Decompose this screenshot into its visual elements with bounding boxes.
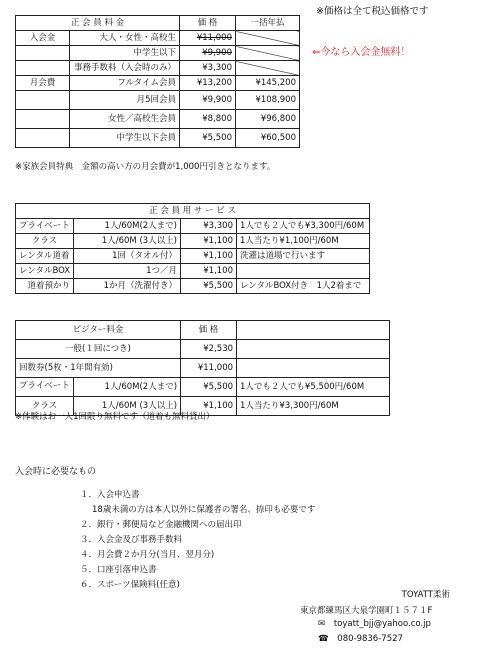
- list-item: ２．銀行・郵便局など金融機関への届出印: [80, 520, 242, 530]
- service-item: 1人/60M (3人以上): [74, 234, 181, 249]
- visitor-item: 1人/60M (3人以上): [74, 397, 181, 416]
- email-row: [318, 619, 431, 629]
- membership-header: 正 会 員 料 金: [16, 16, 180, 31]
- list-item: ５．口座引落申込書: [80, 565, 157, 575]
- service-item: 1人/60M(2人まで): [74, 219, 181, 234]
- visitor-item: 1人/60M(2人まで): [74, 378, 181, 397]
- service-category: プライベート: [16, 219, 74, 234]
- visitor-category: 一般(１回につき): [16, 340, 181, 359]
- category-cell: 月会費: [16, 76, 70, 91]
- service-note: レンタルBOX付き 1人2着まで: [237, 279, 370, 294]
- requirements-title: 入会時に必要なもの: [15, 467, 97, 477]
- family-discount-note: ※家族会員特典 金額の高い方の月会費が1,000円引きとなります。: [15, 162, 276, 172]
- service-price: ¥1,100: [181, 249, 237, 264]
- visitor-price: ¥11,000: [181, 359, 237, 378]
- annual-cell: ¥96,800: [236, 110, 300, 129]
- service-price: ¥1,100: [181, 234, 237, 249]
- list-item: １．入会申込書: [80, 490, 140, 500]
- item-cell: フルタイム会員: [70, 76, 180, 91]
- annual-cell: ¥60,500: [236, 129, 300, 148]
- service-price: ¥3,300: [181, 219, 237, 234]
- visitor-note: 1人当たり¥3,300円/60M: [237, 397, 390, 416]
- service-category: クラス: [16, 234, 74, 249]
- service-item: 1か月（洗濯付き）: [74, 279, 181, 294]
- price-cell: ¥3,300: [180, 61, 236, 76]
- phone-text[interactable]: 080-9836-7527: [337, 634, 403, 644]
- visitor-price-header: 価 格: [181, 321, 237, 340]
- service-header: 正 会 員 用 サ ー ビ ス: [16, 204, 370, 219]
- item-cell: 女性／高校生会員: [70, 110, 180, 129]
- annual-cell: [236, 61, 300, 76]
- trial-note: ※体験はお一人1回限り無料です（道着も無料貸出）: [15, 412, 215, 422]
- visitor-note: [237, 359, 390, 378]
- category-cell: [16, 46, 70, 61]
- service-category: レンタルBOX: [16, 264, 74, 279]
- visitor-note: 1人でも２人でも¥5,500円/60M: [237, 378, 390, 397]
- category-cell: [16, 61, 70, 76]
- list-item: ６．スポーツ保険料(任意): [80, 580, 180, 590]
- visitor-note-header: [237, 321, 390, 340]
- phone-icon: ☎: [318, 634, 329, 644]
- annual-header: 一括年払: [236, 16, 300, 31]
- visitor-price: ¥1,100: [181, 397, 237, 416]
- service-note: 1人当たり¥1,100円/60M: [237, 234, 370, 249]
- service-note: [237, 264, 370, 279]
- price-cell: ¥13,200: [180, 76, 236, 91]
- list-item: 18歳未満の方は本人以外に保護者の署名、捺印も必要です: [92, 505, 316, 515]
- price-header: 価 格: [180, 16, 236, 31]
- visitor-category: 回数券(5枚・1年間有効): [16, 359, 181, 378]
- list-item: ３．入会金及び事務手数料: [80, 535, 183, 545]
- service-category: レンタル道着: [16, 249, 74, 264]
- price-cell: ¥9,900: [180, 91, 236, 110]
- annual-cell: ¥145,200: [236, 76, 300, 91]
- promo-text: ⇐今なら入会金無料！: [312, 47, 411, 58]
- price-cell: ¥11,000: [180, 31, 236, 46]
- service-price: ¥1,100: [181, 264, 237, 279]
- list-item: ４．月会費２か月分(当月、翌月分): [80, 550, 215, 560]
- price-cell: ¥8,800: [180, 110, 236, 129]
- visitor-note: [237, 340, 390, 359]
- gym-address: 東京都練馬区大泉学園町１５７１F: [300, 606, 433, 616]
- visitor-price: ¥2,530: [181, 340, 237, 359]
- email-text[interactable]: toyatt_bjj@yahoo.co.jp: [333, 619, 431, 629]
- visitor-category: クラス: [16, 397, 74, 416]
- item-cell: 大人・女性・高校生: [70, 31, 180, 46]
- category-cell: [16, 129, 70, 148]
- visitor-fee-table: [15, 320, 390, 416]
- annual-cell: ¥108,900: [236, 91, 300, 110]
- annual-cell: [236, 46, 300, 61]
- service-price: ¥5,500: [181, 279, 237, 294]
- visitor-category: プライベート: [16, 378, 74, 397]
- membership-fee-table: [15, 15, 300, 148]
- item-cell: 事務手数料（入会時のみ）: [70, 61, 180, 76]
- category-cell: [16, 91, 70, 110]
- gym-name: TOYATT柔術: [401, 590, 450, 600]
- category-cell: [16, 110, 70, 129]
- tax-note: ※価格は全て税込価格です: [316, 6, 429, 17]
- category-cell: 入会金: [16, 31, 70, 46]
- visitor-price: ¥5,500: [181, 378, 237, 397]
- service-item: 1回（タオル付）: [74, 249, 181, 264]
- item-cell: 中学生以下会員: [70, 129, 180, 148]
- member-service-table: [15, 203, 370, 294]
- service-category: 道着預かり: [16, 279, 74, 294]
- service-note: 洗濯は道場で行います: [237, 249, 370, 264]
- annual-cell: [236, 31, 300, 46]
- visitor-header: ビジター料金: [16, 321, 181, 340]
- service-note: 1人でも２人でも¥3,300円/60M: [237, 219, 370, 234]
- item-cell: 中学生以下: [70, 46, 180, 61]
- price-cell: ¥5,500: [180, 129, 236, 148]
- service-item: 1つ／月: [74, 264, 181, 279]
- phone-row: [318, 634, 403, 644]
- mail-icon: ✉: [318, 619, 326, 629]
- item-cell: 月5回会員: [70, 91, 180, 110]
- price-cell: ¥9,900: [180, 46, 236, 61]
